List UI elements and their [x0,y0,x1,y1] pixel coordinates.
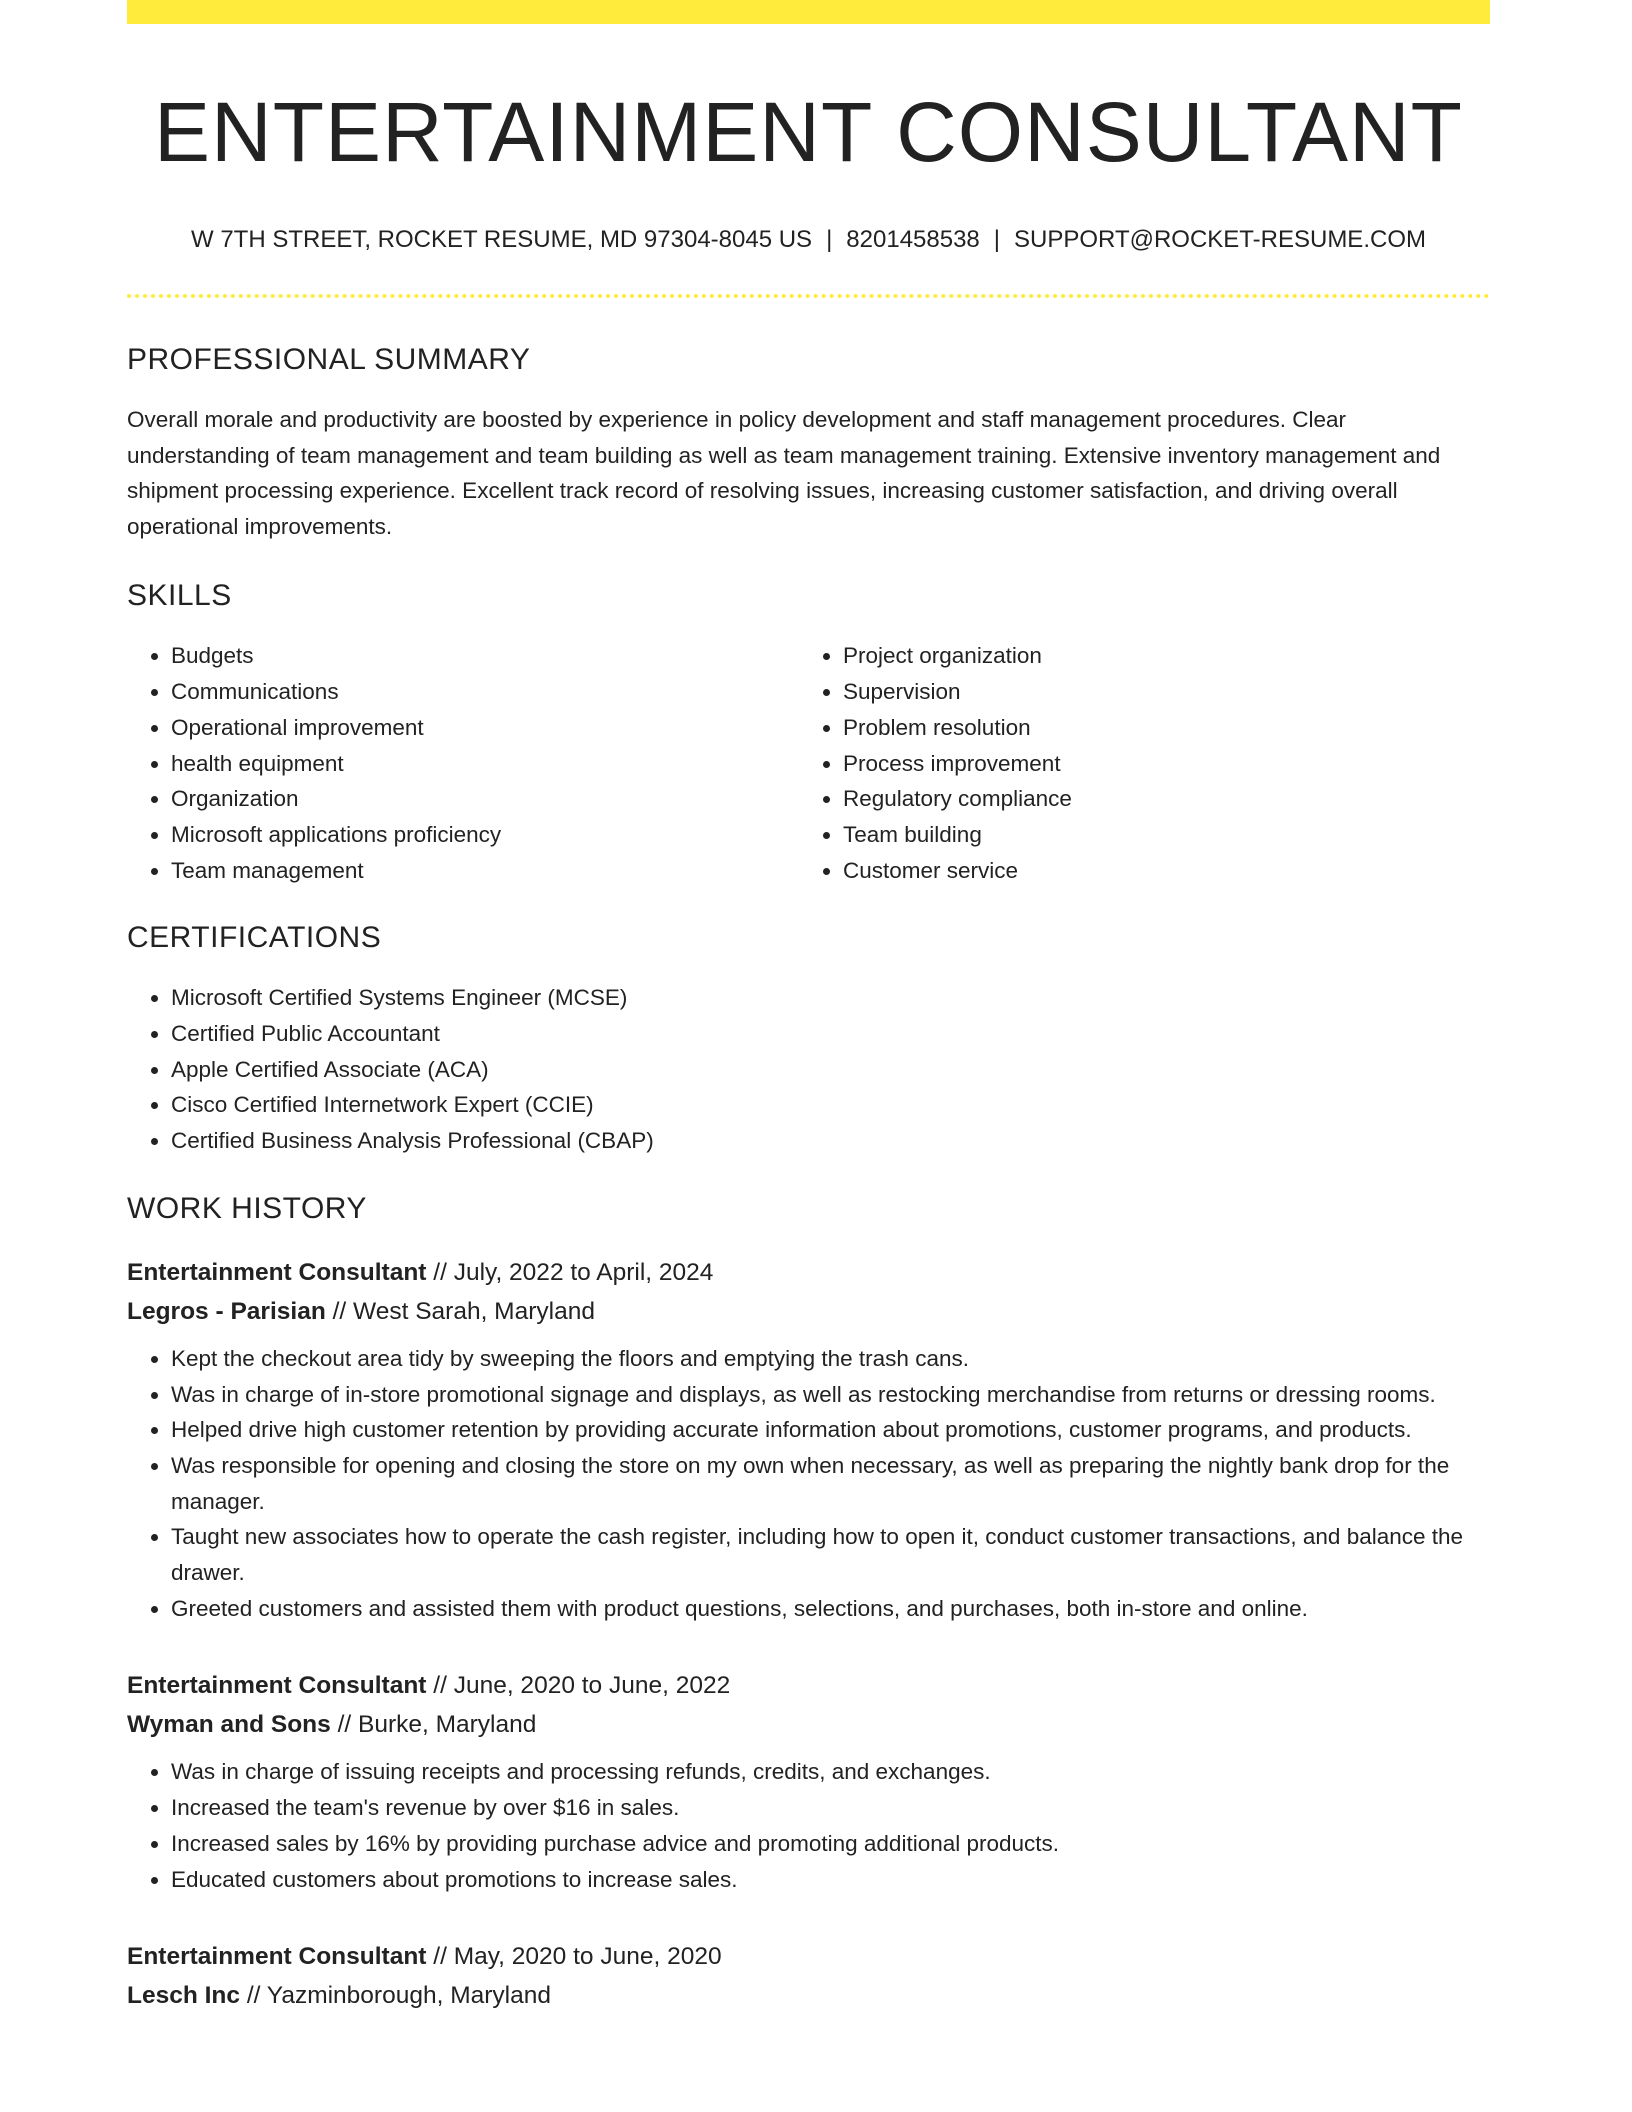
contact-email: SUPPORT@ROCKET-RESUME.COM [1014,225,1426,253]
resume-content [127,24,1490,2015]
accent-bar [127,0,1490,24]
certifications-list [127,980,1490,1159]
job-dates: // June, 2020 to June, 2022 [426,1672,731,1700]
skill-item: • Regulatory compliance [843,781,1471,817]
job-duty: • Educated customers about promotions to increase sales. [171,1862,1490,1898]
job-company: Legros - Parisian [127,1297,326,1325]
job-duty: • Increased sales by 16% by providing purchase advice and promoting additional products. [171,1826,1490,1862]
job-role: Entertainment Consultant [127,1943,427,1971]
work-history-heading: WORK HISTORY [127,1191,367,1225]
job-duty: • Increased the team's revenue by over $16 in sales. [171,1790,1490,1826]
job-title-line [127,1937,1490,1976]
skill-item: • Customer service [843,853,1471,889]
contact-separator: | [826,225,833,253]
certification-item: • Apple Certified Associate (ACA) [171,1052,1490,1088]
skill-item: • health equipment [171,746,799,782]
job-dates: // July, 2022 to April, 2024 [426,1258,714,1286]
candidate-name: ENTERTAINMENT CONSULTANT [154,85,1463,179]
job-company-line [127,1976,1490,2015]
certification-item: • Certified Business Analysis Professional (CBAP) [171,1123,1490,1159]
skill-item: • Operational improvement [171,710,799,746]
job-duty: • Helped drive high customer retention by providing accurate information about promotions, customer programs, and products. [171,1412,1490,1448]
job-dates: // May, 2020 to June, 2020 [426,1943,722,1971]
skill-item: • Team building [843,817,1471,853]
job-duty: • Was in charge of in-store promotional signage and displays, as well as restocking merchandise from returns or dressing rooms. [171,1377,1490,1413]
job-entry [127,1253,1490,1627]
job-title-line [127,1253,1490,1292]
skill-item: • Process improvement [843,746,1471,782]
skills-grid [127,638,1490,888]
job-location: // Burke, Maryland [330,1711,537,1739]
skill-item: • Communications [171,674,799,710]
job-entry [127,1937,1490,2015]
skill-item: • Problem resolution [843,710,1471,746]
skill-item: • Organization [171,781,799,817]
job-duty: • Greeted customers and assisted them with product questions, selections, and purchases, both in-store and online. [171,1591,1490,1627]
job-role: Entertainment Consultant [127,1258,427,1286]
job-entry [127,1666,1490,1897]
contact-address: W 7TH STREET, ROCKET RESUME, MD 97304-8045 US [191,225,813,253]
job-company-line [127,1292,1490,1331]
skill-item: • Project organization [843,638,1471,674]
job-duties-list [127,1754,1490,1897]
job-duty: • Was in charge of issuing receipts and processing refunds, credits, and exchanges. [171,1754,1490,1790]
skills-list-left [127,638,799,888]
job-location: // West Sarah, Maryland [325,1297,595,1325]
certifications-heading: CERTIFICATIONS [127,921,382,955]
job-title-line [127,1666,1490,1705]
contact-phone: 8201458538 [846,225,980,253]
job-duty: • Kept the checkout area tidy by sweeping the floors and emptying the trash cans. [171,1341,1490,1377]
summary-heading: PROFESSIONAL SUMMARY [127,343,531,377]
certification-item: • Certified Public Accountant [171,1016,1490,1052]
skill-item: • Budgets [171,638,799,674]
job-location: // Yazminborough, Maryland [240,1982,551,2010]
dotted-divider [127,294,1490,298]
certification-item: • Cisco Certified Internetwork Expert (CCIE) [171,1087,1490,1123]
contact-line [127,223,1490,257]
job-role: Entertainment Consultant [127,1672,427,1700]
job-duty: • Was responsible for opening and closing the store on my own when necessary, as well as preparing the nightly bank drop for the manager. [171,1448,1490,1519]
skill-item: • Supervision [843,674,1471,710]
contact-separator: | [993,225,1001,253]
job-company: Wyman and Sons [127,1711,331,1739]
skill-item: • Team management [171,853,799,889]
job-company: Lesch Inc [127,1982,241,2010]
skill-item: • Microsoft applications proficiency [171,817,799,853]
summary-text: Overall morale and productivity are boosted by experience in policy development and staff management procedures. Clear understanding of team management and team building as well as team management training. Extensive inventory management and shipment processing experience. Excellent track record of resolving issues, increasing customer satisfaction, and driving overall operational improvements. [127,407,1441,539]
skills-heading: SKILLS [127,579,232,613]
certification-item: • Microsoft Certified Systems Engineer (MCSE) [171,980,1490,1016]
skills-list-right [799,638,1471,888]
job-duty: • Taught new associates how to operate the cash register, including how to open it, conduct customer transactions, and balance the drawer. [171,1519,1490,1590]
job-company-line [127,1705,1490,1744]
job-duties-list [127,1341,1490,1627]
